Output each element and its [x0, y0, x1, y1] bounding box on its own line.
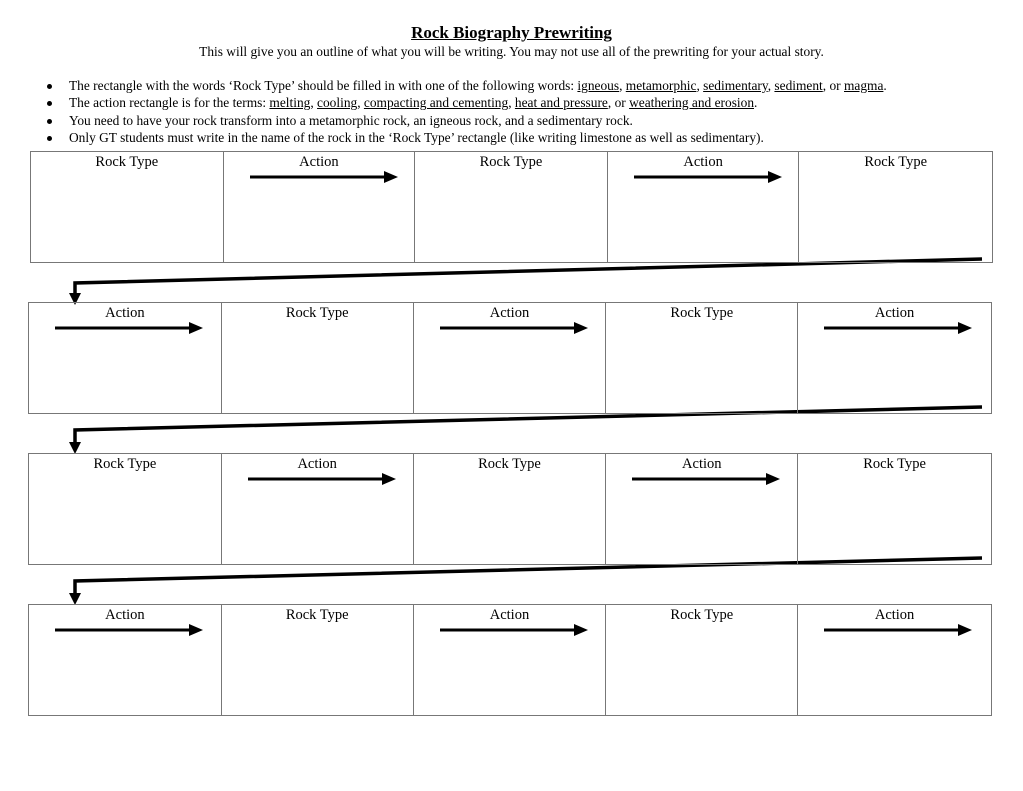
right-arrow-icon: [440, 320, 590, 336]
instruction-text: .: [754, 95, 758, 111]
term-separator: ,: [607, 95, 615, 111]
action-box: [606, 454, 798, 565]
right-arrow-icon: [55, 622, 205, 638]
instruction-term: sediment: [774, 78, 823, 93]
instruction-term: compacting and cementing: [363, 95, 509, 111]
instruction-term: sedimentary: [703, 78, 768, 93]
instruction-text: You need to have your rock transform into a metamorphic rock, an igneous rock, and a sedimentary rock.: [69, 112, 633, 128]
right-arrow-icon: [250, 169, 400, 185]
term-separator: ,: [310, 95, 318, 111]
rock-type-label: Rock Type: [864, 154, 928, 170]
rock-type-box: [222, 605, 414, 716]
rock-type-label: Rock Type: [670, 607, 734, 623]
action-box: [414, 303, 607, 414]
grid-row: [28, 604, 992, 716]
action-box: [608, 152, 800, 263]
rock-type-label: Rock Type: [478, 456, 541, 472]
term-separator: ,: [767, 78, 775, 93]
page-subtitle: This will give you an outline of what you will be writing. You may not use all of the prewriting for your actual story.: [199, 44, 824, 59]
action-label: Action: [683, 154, 723, 170]
action-label: Action: [489, 305, 530, 321]
rock-type-label: Rock Type: [479, 154, 543, 170]
rock-type-label: Rock Type: [285, 607, 349, 623]
right-arrow-icon: [824, 320, 974, 336]
action-box: [414, 605, 607, 716]
rock-type-label: Rock Type: [670, 305, 734, 321]
down-turn-arrow-icon: [69, 407, 982, 454]
action-label: Action: [105, 305, 145, 321]
action-label: Action: [105, 607, 145, 623]
instruction-term: weathering and erosion: [629, 95, 755, 111]
term-separator: ,: [696, 78, 704, 93]
instruction-term: heat and pressure: [514, 95, 608, 111]
page-title: Rock Biography Prewriting: [411, 23, 612, 42]
action-label: Action: [297, 456, 337, 472]
rock-type-box: [606, 605, 798, 716]
rock-type-label: Rock Type: [863, 456, 926, 472]
action-label: Action: [489, 607, 530, 623]
instruction-term: melting: [269, 95, 311, 111]
term-conjunction: or: [829, 78, 844, 93]
action-box: [29, 303, 222, 414]
action-label: Action: [874, 607, 915, 623]
rock-type-label: Rock Type: [95, 154, 159, 170]
action-box: [222, 454, 414, 565]
down-turn-arrow-icon: [69, 558, 982, 605]
rock-type-box: [606, 303, 798, 414]
action-box: [798, 605, 992, 716]
action-label: Action: [682, 456, 722, 472]
instruction-term: igneous: [577, 78, 620, 93]
action-label: Action: [874, 305, 915, 321]
instruction-text: .: [883, 78, 887, 93]
rock-type-box: [31, 152, 224, 263]
rock-type-box: [799, 152, 993, 263]
right-arrow-icon: [632, 471, 782, 487]
term-separator: ,: [508, 95, 515, 111]
instruction-text: Only GT students must write in the name of the rock in the ‘Rock Type’ rectangle (like writing limestone as well as sedimentary).: [69, 129, 764, 145]
instruction-term: metamorphic: [625, 78, 697, 93]
action-box: [224, 152, 416, 263]
right-arrow-icon: [55, 320, 205, 336]
rock-type-box: [29, 454, 222, 565]
right-arrow-icon: [248, 471, 398, 487]
instruction-text: The action rectangle is for the terms:: [69, 95, 270, 111]
grid-row: [30, 151, 993, 263]
right-arrow-icon: [634, 169, 784, 185]
instruction-term: magma: [844, 78, 884, 93]
rock-type-label: Rock Type: [93, 456, 157, 472]
right-arrow-icon: [824, 622, 974, 638]
instruction-term: cooling: [317, 95, 358, 111]
term-separator: ,: [822, 78, 830, 93]
rock-type-label: Rock Type: [285, 305, 349, 321]
action-box: [29, 605, 222, 716]
right-arrow-icon: [440, 622, 590, 638]
rock-type-box: [414, 454, 607, 565]
grid-row: [28, 302, 992, 414]
rock-type-box: [415, 152, 608, 263]
term-separator: ,: [357, 95, 364, 111]
instruction-text: The rectangle with the words ‘Rock Type’ should be filled in with one of the following words:: [69, 78, 578, 93]
down-turn-arrow-icon: [69, 259, 982, 305]
rock-type-box: [222, 303, 414, 414]
action-box: [798, 303, 992, 414]
term-separator: ,: [619, 78, 626, 93]
rock-type-box: [798, 454, 992, 565]
grid-row: [28, 453, 992, 565]
term-conjunction: or: [614, 95, 630, 111]
action-label: Action: [299, 154, 339, 170]
